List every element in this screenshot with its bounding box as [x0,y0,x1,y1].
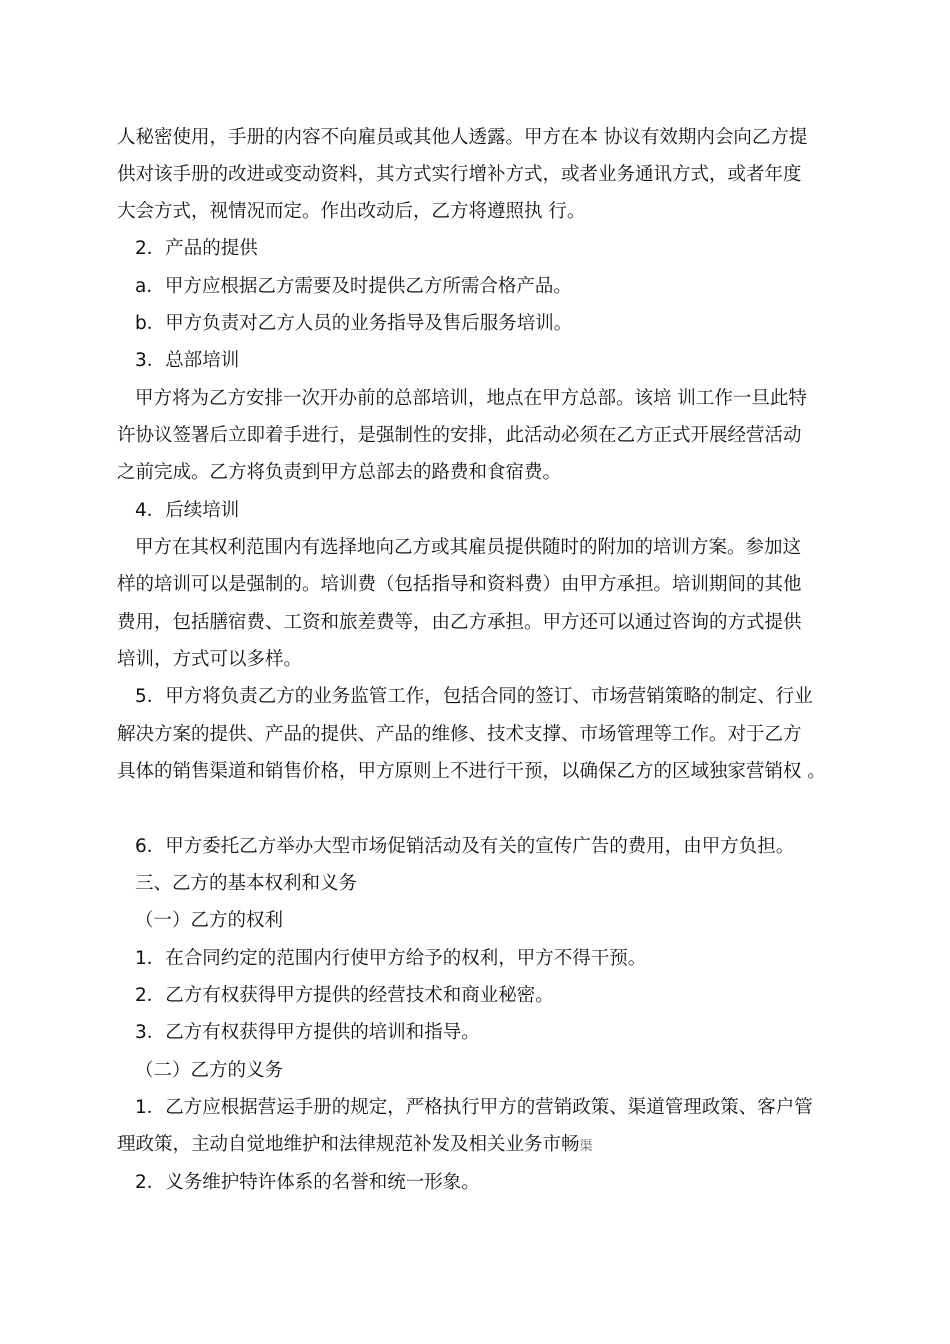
section-heading: 三、乙方的基本权利和义务 [135,873,358,894]
paragraph-line: 大会方式，视情况而定。作出改动后，乙方将遵照执 行。 [117,201,586,222]
section-heading: 2．产品的提供 [135,238,258,259]
subsection-heading: （二）乙方的义务 [135,1060,284,1081]
list-item: 1．乙方应根据营运手册的规定，严格执行甲方的营销政策、渠道管理政策、客户管 [135,1097,813,1118]
paragraph-line [117,1132,593,1160]
subsection-heading: （一）乙方的权利 [135,910,284,931]
paragraph-line: 供对该手册的改进或变动资料，其方式实行增补方式，或者业务通讯方式，或者年度 [117,164,802,185]
paragraph-line: 样的培训可以是强制的。培训费（包括指导和资料费）由甲方承担。培训期间的其他 [117,574,802,595]
paragraph-line: 甲方将为乙方安排一次开办前的总部培训，地点在甲方总部。该培 训工作一旦此特 [135,388,807,409]
paragraph-line: 费用，包括膳宿费、工资和旅差费等，由乙方承担。甲方还可以通过咨询的方式提供 [117,612,802,633]
section-heading: 3．总部培训 [135,350,240,371]
section-heading: 4．后续培训 [135,500,240,521]
paragraph-line: 甲方在其权利范围内有选择地向乙方或其雇员提供随时的附加的培训方案。参加这 [135,537,802,558]
paragraph-line: 培训，方式可以多样。 [117,649,303,670]
paragraph-line: 解决方案的提供、产品的提供、产品的维修、技术支撑、市场管理等工作。对于乙方 [117,724,802,745]
list-item: b．甲方负责对乙方人员的业务指导及售后服务培训。 [135,313,573,334]
list-item: 1．在合同约定的范围内行使甲方给予的权利，甲方不得干预。 [135,948,647,969]
paragraph-line: 人秘密使用，手册的内容不向雇员或其他人透露。甲方在本 协议有效期内会向乙方提 [117,127,808,148]
paragraph-line: 5．甲方将负责乙方的业务监管工作，包括合同的签订、市场营销策略的制定、行业 [135,686,813,707]
paragraph-line: 许协议签署后立即着手进行，是强制性的安排，此活动必须在乙方正式开展经营活动 [117,425,802,446]
list-item: a．甲方应根据乙方需要及时提供乙方所需合格产品。 [135,276,572,297]
paragraph-line: 具体的销售渠道和销售价格，甲方原则上不进行干预，以确保乙方的区域独家营销权 。 [117,761,826,782]
paragraph-line: 6．甲方委托乙方举办大型市场促销活动及有关的宣传广告的费用，由甲方负担。 [135,836,795,857]
paragraph-line: 之前完成。乙方将负责到甲方总部去的路费和食宿费。 [117,462,562,483]
list-item: 2．乙方有权获得甲方提供的经营技术和商业秘密。 [135,985,554,1006]
list-item: 3．乙方有权获得甲方提供的培训和指导。 [135,1022,480,1043]
paragraph-text: 理政策，主动自觉地维护和法律规范补发及相关业务市畅 [117,1134,580,1155]
text-fragment: 渠 [579,1139,593,1154]
list-item: 2．义务维护特许体系的名誉和统一形象。 [135,1172,480,1193]
